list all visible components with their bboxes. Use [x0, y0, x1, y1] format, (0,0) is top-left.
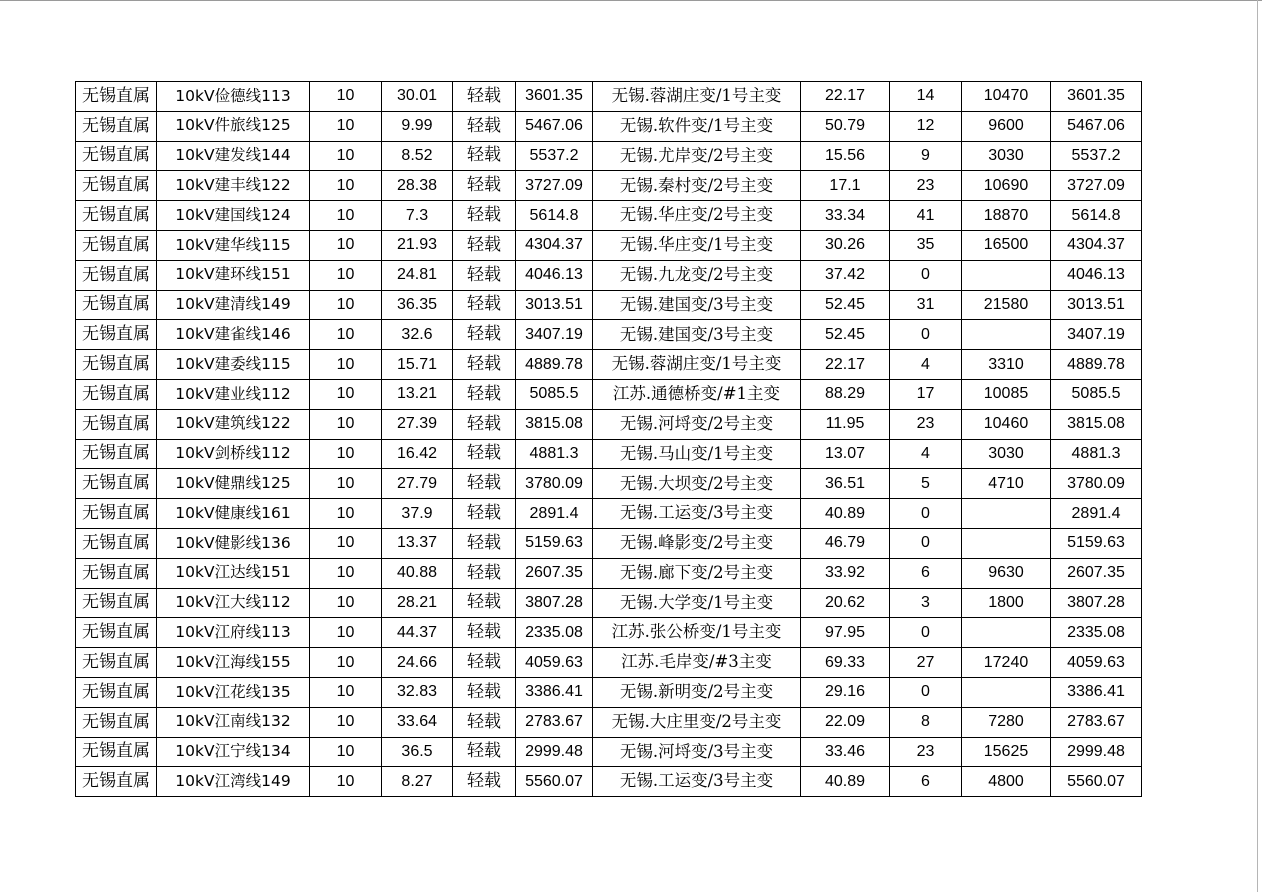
load-status-cell: 轻载: [453, 171, 516, 201]
transformer-cell: 无锡.建国变/3号主变: [593, 290, 801, 320]
voltage-cell: 10: [310, 618, 382, 648]
margin-cell: 4059.63: [1051, 648, 1142, 678]
transformer-cell: 无锡.大坝变/2号主变: [593, 469, 801, 499]
load-rate-cell: 27.79: [382, 469, 453, 499]
load-status-cell: 轻载: [453, 290, 516, 320]
transformer-rate-cell: 52.45: [801, 290, 890, 320]
voltage-cell: 10: [310, 320, 382, 350]
load-rate-cell: 24.66: [382, 648, 453, 678]
region-cell: 无锡直属: [76, 171, 157, 201]
voltage-cell: 10: [310, 499, 382, 529]
voltage-cell: 10: [310, 350, 382, 380]
margin-cell: 4881.3: [1051, 439, 1142, 469]
margin-cell: 2335.08: [1051, 618, 1142, 648]
line-name-cell: 10kV建发线144: [157, 141, 310, 171]
line-name-cell: 10kV建委线115: [157, 350, 310, 380]
amount-cell: 4710: [962, 469, 1051, 499]
transformer-rate-cell: 22.17: [801, 82, 890, 112]
transformer-rate-cell: 50.79: [801, 111, 890, 141]
line-name-cell: 10kV江花线135: [157, 677, 310, 707]
line-name-cell: 10kV建国线124: [157, 201, 310, 231]
count-cell: 0: [890, 260, 962, 290]
margin-cell: 4889.78: [1051, 350, 1142, 380]
line-name-cell: 10kV健鼎线125: [157, 469, 310, 499]
load-status-cell: 轻载: [453, 439, 516, 469]
table-row: [76, 439, 1142, 469]
transformer-rate-cell: 13.07: [801, 439, 890, 469]
load-rate-cell: 21.93: [382, 230, 453, 260]
count-cell: 31: [890, 290, 962, 320]
amount-cell: 10085: [962, 379, 1051, 409]
transformer-rate-cell: 11.95: [801, 409, 890, 439]
region-cell: 无锡直属: [76, 141, 157, 171]
region-cell: 无锡直属: [76, 707, 157, 737]
page-top-border: [0, 0, 1262, 1]
capacity-cell: 3727.09: [516, 171, 593, 201]
load-status-cell: 轻载: [453, 558, 516, 588]
feeder-load-table: [75, 81, 1142, 797]
line-name-cell: 10kV江宁线134: [157, 737, 310, 767]
voltage-cell: 10: [310, 439, 382, 469]
capacity-cell: 3386.41: [516, 677, 593, 707]
transformer-rate-cell: 40.89: [801, 767, 890, 797]
load-rate-cell: 44.37: [382, 618, 453, 648]
amount-cell: 1800: [962, 588, 1051, 618]
transformer-rate-cell: 37.42: [801, 260, 890, 290]
margin-cell: 3601.35: [1051, 82, 1142, 112]
region-cell: 无锡直属: [76, 528, 157, 558]
load-status-cell: 轻载: [453, 618, 516, 648]
load-rate-cell: 15.71: [382, 350, 453, 380]
capacity-cell: 3815.08: [516, 409, 593, 439]
load-rate-cell: 8.52: [382, 141, 453, 171]
capacity-cell: 5085.5: [516, 379, 593, 409]
capacity-cell: 2999.48: [516, 737, 593, 767]
count-cell: 41: [890, 201, 962, 231]
transformer-cell: 无锡.华庄变/1号主变: [593, 230, 801, 260]
capacity-cell: 4881.3: [516, 439, 593, 469]
count-cell: 23: [890, 171, 962, 201]
voltage-cell: 10: [310, 111, 382, 141]
margin-cell: 3407.19: [1051, 320, 1142, 350]
table-row: [76, 350, 1142, 380]
capacity-cell: 5467.06: [516, 111, 593, 141]
amount-cell: 16500: [962, 230, 1051, 260]
load-status-cell: 轻载: [453, 648, 516, 678]
region-cell: 无锡直属: [76, 677, 157, 707]
voltage-cell: 10: [310, 290, 382, 320]
capacity-cell: 4889.78: [516, 350, 593, 380]
margin-cell: 2891.4: [1051, 499, 1142, 529]
transformer-rate-cell: 22.17: [801, 350, 890, 380]
load-rate-cell: 7.3: [382, 201, 453, 231]
transformer-rate-cell: 88.29: [801, 379, 890, 409]
count-cell: 23: [890, 737, 962, 767]
region-cell: 无锡直属: [76, 558, 157, 588]
amount-cell: [962, 528, 1051, 558]
count-cell: 0: [890, 618, 962, 648]
table-row: [76, 290, 1142, 320]
transformer-cell: 无锡.峰影变/2号主变: [593, 528, 801, 558]
margin-cell: 5085.5: [1051, 379, 1142, 409]
capacity-cell: 2607.35: [516, 558, 593, 588]
count-cell: 0: [890, 677, 962, 707]
load-rate-cell: 24.81: [382, 260, 453, 290]
transformer-cell: 无锡.大学变/1号主变: [593, 588, 801, 618]
table-row: [76, 141, 1142, 171]
transformer-rate-cell: 15.56: [801, 141, 890, 171]
region-cell: 无锡直属: [76, 767, 157, 797]
transformer-cell: 无锡.新明变/2号主变: [593, 677, 801, 707]
transformer-rate-cell: 17.1: [801, 171, 890, 201]
voltage-cell: 10: [310, 588, 382, 618]
region-cell: 无锡直属: [76, 648, 157, 678]
table-row: [76, 707, 1142, 737]
table-row: [76, 260, 1142, 290]
capacity-cell: 4046.13: [516, 260, 593, 290]
margin-cell: 3780.09: [1051, 469, 1142, 499]
table-row: [76, 648, 1142, 678]
voltage-cell: 10: [310, 379, 382, 409]
transformer-cell: 无锡.九龙变/2号主变: [593, 260, 801, 290]
amount-cell: 9600: [962, 111, 1051, 141]
margin-cell: 3386.41: [1051, 677, 1142, 707]
transformer-cell: 无锡.秦村变/2号主变: [593, 171, 801, 201]
transformer-cell: 无锡.工运变/3号主变: [593, 499, 801, 529]
transformer-cell: 江苏.通德桥变/#1主变: [593, 379, 801, 409]
amount-cell: 18870: [962, 201, 1051, 231]
voltage-cell: 10: [310, 528, 382, 558]
region-cell: 无锡直属: [76, 618, 157, 648]
load-status-cell: 轻载: [453, 588, 516, 618]
load-status-cell: 轻载: [453, 141, 516, 171]
transformer-rate-cell: 97.95: [801, 618, 890, 648]
capacity-cell: 2335.08: [516, 618, 593, 648]
transformer-rate-cell: 33.92: [801, 558, 890, 588]
table-row: [76, 677, 1142, 707]
load-status-cell: 轻载: [453, 677, 516, 707]
amount-cell: [962, 618, 1051, 648]
line-name-cell: 10kV件旅线125: [157, 111, 310, 141]
capacity-cell: 3601.35: [516, 82, 593, 112]
capacity-cell: 3807.28: [516, 588, 593, 618]
line-name-cell: 10kV建雀线146: [157, 320, 310, 350]
margin-cell: 2783.67: [1051, 707, 1142, 737]
line-name-cell: 10kV建环线151: [157, 260, 310, 290]
margin-cell: 3815.08: [1051, 409, 1142, 439]
load-status-cell: 轻载: [453, 260, 516, 290]
line-name-cell: 10kV建清线149: [157, 290, 310, 320]
amount-cell: 9630: [962, 558, 1051, 588]
voltage-cell: 10: [310, 737, 382, 767]
transformer-cell: 无锡.华庄变/2号主变: [593, 201, 801, 231]
capacity-cell: 3013.51: [516, 290, 593, 320]
table-row: [76, 618, 1142, 648]
voltage-cell: 10: [310, 707, 382, 737]
voltage-cell: 10: [310, 558, 382, 588]
count-cell: 3: [890, 588, 962, 618]
capacity-cell: 5159.63: [516, 528, 593, 558]
load-status-cell: 轻载: [453, 82, 516, 112]
table-row: [76, 409, 1142, 439]
transformer-rate-cell: 22.09: [801, 707, 890, 737]
table-row: [76, 528, 1142, 558]
load-rate-cell: 33.64: [382, 707, 453, 737]
line-name-cell: 10kV健影线136: [157, 528, 310, 558]
voltage-cell: 10: [310, 82, 382, 112]
margin-cell: 5467.06: [1051, 111, 1142, 141]
line-name-cell: 10kV健康线161: [157, 499, 310, 529]
line-name-cell: 10kV江海线155: [157, 648, 310, 678]
capacity-cell: 2891.4: [516, 499, 593, 529]
load-status-cell: 轻载: [453, 111, 516, 141]
region-cell: 无锡直属: [76, 737, 157, 767]
amount-cell: [962, 320, 1051, 350]
load-status-cell: 轻载: [453, 409, 516, 439]
amount-cell: [962, 260, 1051, 290]
transformer-rate-cell: 33.46: [801, 737, 890, 767]
count-cell: 8: [890, 707, 962, 737]
margin-cell: 4304.37: [1051, 230, 1142, 260]
margin-cell: 3807.28: [1051, 588, 1142, 618]
transformer-cell: 无锡.大庄里变/2号主变: [593, 707, 801, 737]
table-row: [76, 499, 1142, 529]
region-cell: 无锡直属: [76, 588, 157, 618]
load-rate-cell: 32.6: [382, 320, 453, 350]
line-name-cell: 10kV江达线151: [157, 558, 310, 588]
load-status-cell: 轻载: [453, 201, 516, 231]
voltage-cell: 10: [310, 677, 382, 707]
margin-cell: 4046.13: [1051, 260, 1142, 290]
count-cell: 12: [890, 111, 962, 141]
line-name-cell: 10kV建丰线122: [157, 171, 310, 201]
capacity-cell: 5560.07: [516, 767, 593, 797]
voltage-cell: 10: [310, 260, 382, 290]
table-row: [76, 558, 1142, 588]
table-row: [76, 469, 1142, 499]
amount-cell: 10690: [962, 171, 1051, 201]
table-row: [76, 737, 1142, 767]
page-right-border: [1257, 0, 1258, 892]
transformer-cell: 江苏.毛岸变/#3主变: [593, 648, 801, 678]
count-cell: 17: [890, 379, 962, 409]
region-cell: 无锡直属: [76, 111, 157, 141]
region-cell: 无锡直属: [76, 82, 157, 112]
transformer-rate-cell: 69.33: [801, 648, 890, 678]
count-cell: 6: [890, 767, 962, 797]
voltage-cell: 10: [310, 409, 382, 439]
margin-cell: 3727.09: [1051, 171, 1142, 201]
amount-cell: 7280: [962, 707, 1051, 737]
region-cell: 无锡直属: [76, 350, 157, 380]
margin-cell: 5614.8: [1051, 201, 1142, 231]
load-rate-cell: 37.9: [382, 499, 453, 529]
amount-cell: [962, 499, 1051, 529]
transformer-rate-cell: 40.89: [801, 499, 890, 529]
load-rate-cell: 8.27: [382, 767, 453, 797]
transformer-cell: 无锡.廊下变/2号主变: [593, 558, 801, 588]
region-cell: 无锡直属: [76, 290, 157, 320]
load-rate-cell: 36.5: [382, 737, 453, 767]
region-cell: 无锡直属: [76, 260, 157, 290]
transformer-cell: 无锡.尤岸变/2号主变: [593, 141, 801, 171]
transformer-cell: 无锡.河埒变/2号主变: [593, 409, 801, 439]
line-name-cell: 10kV江湾线149: [157, 767, 310, 797]
load-rate-cell: 32.83: [382, 677, 453, 707]
table-row: [76, 767, 1142, 797]
voltage-cell: 10: [310, 648, 382, 678]
region-cell: 无锡直属: [76, 379, 157, 409]
capacity-cell: 2783.67: [516, 707, 593, 737]
transformer-cell: 无锡.马山变/1号主变: [593, 439, 801, 469]
table-row: [76, 230, 1142, 260]
load-status-cell: 轻载: [453, 528, 516, 558]
capacity-cell: 5537.2: [516, 141, 593, 171]
transformer-rate-cell: 46.79: [801, 528, 890, 558]
margin-cell: 5159.63: [1051, 528, 1142, 558]
count-cell: 4: [890, 350, 962, 380]
region-cell: 无锡直属: [76, 499, 157, 529]
voltage-cell: 10: [310, 230, 382, 260]
transformer-rate-cell: 29.16: [801, 677, 890, 707]
amount-cell: 15625: [962, 737, 1051, 767]
capacity-cell: 4304.37: [516, 230, 593, 260]
count-cell: 14: [890, 82, 962, 112]
load-status-cell: 轻载: [453, 320, 516, 350]
transformer-cell: 无锡.工运变/3号主变: [593, 767, 801, 797]
load-rate-cell: 28.21: [382, 588, 453, 618]
count-cell: 6: [890, 558, 962, 588]
load-rate-cell: 13.21: [382, 379, 453, 409]
table-body: [76, 82, 1142, 797]
count-cell: 0: [890, 499, 962, 529]
load-rate-cell: 9.99: [382, 111, 453, 141]
transformer-cell: 无锡.蓉湖庄变/1号主变: [593, 82, 801, 112]
line-name-cell: 10kV建筑线122: [157, 409, 310, 439]
load-rate-cell: 16.42: [382, 439, 453, 469]
transformer-cell: 无锡.软件变/1号主变: [593, 111, 801, 141]
line-name-cell: 10kV江大线112: [157, 588, 310, 618]
amount-cell: 3310: [962, 350, 1051, 380]
count-cell: 9: [890, 141, 962, 171]
count-cell: 27: [890, 648, 962, 678]
region-cell: 无锡直属: [76, 230, 157, 260]
capacity-cell: 4059.63: [516, 648, 593, 678]
margin-cell: 2607.35: [1051, 558, 1142, 588]
line-name-cell: 10kV剑桥线112: [157, 439, 310, 469]
load-status-cell: 轻载: [453, 499, 516, 529]
transformer-cell: 江苏.张公桥变/1号主变: [593, 618, 801, 648]
capacity-cell: 3407.19: [516, 320, 593, 350]
transformer-rate-cell: 33.34: [801, 201, 890, 231]
capacity-cell: 3780.09: [516, 469, 593, 499]
load-status-cell: 轻载: [453, 350, 516, 380]
load-status-cell: 轻载: [453, 469, 516, 499]
load-status-cell: 轻载: [453, 737, 516, 767]
load-rate-cell: 28.38: [382, 171, 453, 201]
capacity-cell: 5614.8: [516, 201, 593, 231]
count-cell: 5: [890, 469, 962, 499]
load-rate-cell: 27.39: [382, 409, 453, 439]
load-rate-cell: 13.37: [382, 528, 453, 558]
margin-cell: 3013.51: [1051, 290, 1142, 320]
amount-cell: [962, 677, 1051, 707]
transformer-rate-cell: 20.62: [801, 588, 890, 618]
load-status-cell: 轻载: [453, 230, 516, 260]
table-row: [76, 111, 1142, 141]
amount-cell: 3030: [962, 141, 1051, 171]
margin-cell: 5537.2: [1051, 141, 1142, 171]
margin-cell: 5560.07: [1051, 767, 1142, 797]
count-cell: 23: [890, 409, 962, 439]
table-row: [76, 201, 1142, 231]
load-status-cell: 轻载: [453, 767, 516, 797]
line-name-cell: 10kV江府线113: [157, 618, 310, 648]
table-row: [76, 588, 1142, 618]
load-status-cell: 轻载: [453, 707, 516, 737]
load-rate-cell: 30.01: [382, 82, 453, 112]
count-cell: 0: [890, 528, 962, 558]
transformer-rate-cell: 30.26: [801, 230, 890, 260]
line-name-cell: 10kV建业线112: [157, 379, 310, 409]
transformer-cell: 无锡.河埒变/3号主变: [593, 737, 801, 767]
margin-cell: 2999.48: [1051, 737, 1142, 767]
region-cell: 无锡直属: [76, 409, 157, 439]
line-name-cell: 10kV建华线115: [157, 230, 310, 260]
load-rate-cell: 40.88: [382, 558, 453, 588]
load-status-cell: 轻载: [453, 379, 516, 409]
transformer-rate-cell: 36.51: [801, 469, 890, 499]
count-cell: 0: [890, 320, 962, 350]
voltage-cell: 10: [310, 171, 382, 201]
table-row: [76, 379, 1142, 409]
count-cell: 35: [890, 230, 962, 260]
load-rate-cell: 36.35: [382, 290, 453, 320]
line-name-cell: 10kV俭德线113: [157, 82, 310, 112]
voltage-cell: 10: [310, 767, 382, 797]
region-cell: 无锡直属: [76, 201, 157, 231]
voltage-cell: 10: [310, 469, 382, 499]
amount-cell: 3030: [962, 439, 1051, 469]
table-row: [76, 320, 1142, 350]
transformer-cell: 无锡.蓉湖庄变/1号主变: [593, 350, 801, 380]
amount-cell: 4800: [962, 767, 1051, 797]
voltage-cell: 10: [310, 141, 382, 171]
line-name-cell: 10kV江南线132: [157, 707, 310, 737]
amount-cell: 17240: [962, 648, 1051, 678]
amount-cell: 10470: [962, 82, 1051, 112]
count-cell: 4: [890, 439, 962, 469]
region-cell: 无锡直属: [76, 320, 157, 350]
region-cell: 无锡直属: [76, 469, 157, 499]
amount-cell: 10460: [962, 409, 1051, 439]
transformer-rate-cell: 52.45: [801, 320, 890, 350]
voltage-cell: 10: [310, 201, 382, 231]
table-row: [76, 171, 1142, 201]
region-cell: 无锡直属: [76, 439, 157, 469]
table-row: [76, 82, 1142, 112]
amount-cell: 21580: [962, 290, 1051, 320]
transformer-cell: 无锡.建国变/3号主变: [593, 320, 801, 350]
